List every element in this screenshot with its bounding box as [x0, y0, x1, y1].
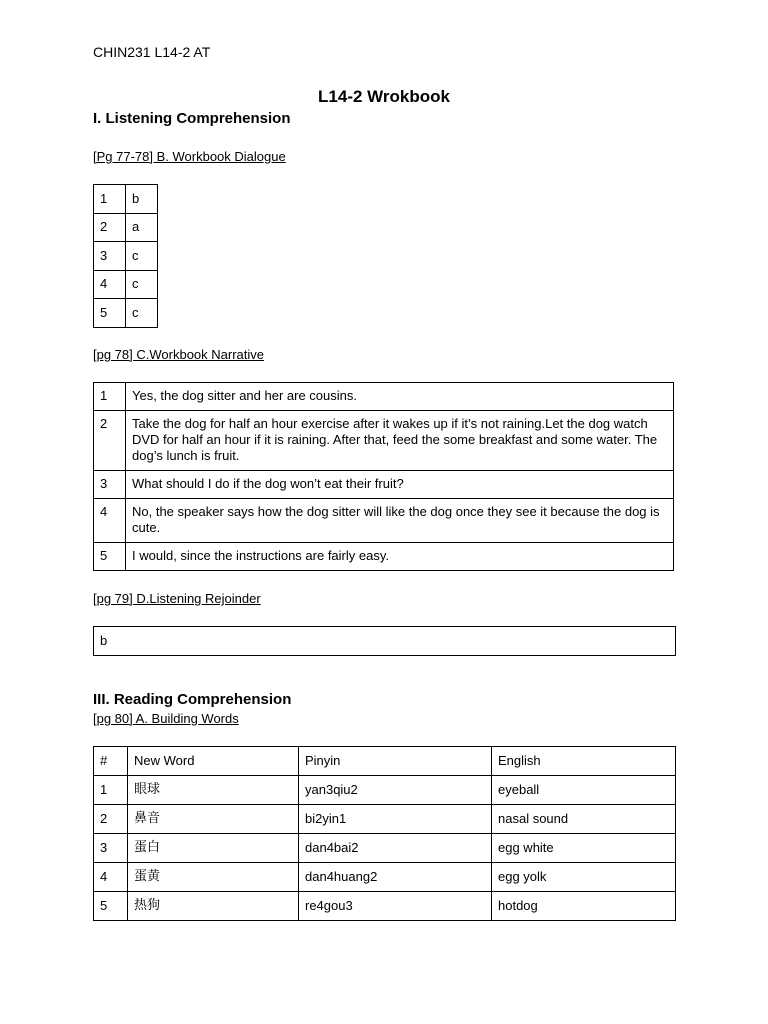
row-number: 1 [94, 185, 126, 214]
row-number: 2 [94, 213, 126, 242]
row-answer: a [126, 213, 158, 242]
table-row [94, 270, 158, 299]
table-row [94, 805, 676, 834]
workbook-narrative-label: [pg 78] C.Workbook Narrative [93, 347, 264, 362]
table-row [94, 299, 158, 328]
row-number: 4 [94, 270, 126, 299]
section-listening-heading: I. Listening Comprehension [93, 110, 291, 127]
table-row [94, 834, 676, 863]
row-english: eyeball [492, 776, 676, 805]
row-word: 蛋黄 [128, 863, 299, 892]
row-answer: Yes, the dog sitter and her are cousins. [126, 383, 674, 411]
column-header: New Word [128, 747, 299, 776]
row-number: 5 [94, 543, 126, 571]
row-answer: c [126, 242, 158, 271]
row-number: 3 [94, 471, 126, 499]
workbook-dialogue-label: [Pg 77-78] B. Workbook Dialogue [93, 149, 286, 164]
row-answer: b [126, 185, 158, 214]
row-answer: What should I do if the dog won’t eat their fruit? [126, 471, 674, 499]
row-pinyin: bi2yin1 [299, 805, 492, 834]
row-number: 4 [94, 863, 128, 892]
row-word: 鼻音 [128, 805, 299, 834]
row-pinyin: dan4huang2 [299, 863, 492, 892]
table-row [94, 892, 676, 921]
row-word: 眼球 [128, 776, 299, 805]
row-english: nasal sound [492, 805, 676, 834]
course-header: CHIN231 L14-2 AT [93, 44, 211, 60]
page-title: L14-2 Wrokbook [318, 87, 450, 106]
table-row [94, 863, 676, 892]
rejoinder-answer-table [93, 626, 676, 656]
table-row [94, 383, 674, 411]
table-row [94, 242, 158, 271]
row-word: 蛋白 [128, 834, 299, 863]
row-answer: No, the speaker says how the dog sitter will like the dog once they see it because the dog is cute. [126, 499, 674, 543]
table-row [94, 776, 676, 805]
building-words-table [93, 746, 676, 921]
row-number: 1 [94, 776, 128, 805]
row-english: egg white [492, 834, 676, 863]
column-header: # [94, 747, 128, 776]
row-number: 4 [94, 499, 126, 543]
table-row [94, 471, 674, 499]
row-answer: c [126, 270, 158, 299]
table-row [94, 543, 674, 571]
row-english: egg yolk [492, 863, 676, 892]
narrative-answer-table [93, 382, 674, 571]
row-english: hotdog [492, 892, 676, 921]
building-words-label: [pg 80] A. Building Words [93, 711, 239, 726]
row-word: 热狗 [128, 892, 299, 921]
column-header: Pinyin [299, 747, 492, 776]
table-row [94, 411, 674, 471]
column-header: English [492, 747, 676, 776]
section-reading-heading: III. Reading Comprehension [93, 691, 292, 708]
table-row [94, 185, 158, 214]
table-row [94, 499, 674, 543]
table-header-row [94, 747, 676, 776]
row-number: 2 [94, 411, 126, 471]
row-pinyin: re4gou3 [299, 892, 492, 921]
row-number: 2 [94, 805, 128, 834]
row-pinyin: yan3qiu2 [299, 776, 492, 805]
rejoinder-answer: b [94, 627, 676, 656]
row-number: 5 [94, 892, 128, 921]
dialogue-answer-table [93, 184, 158, 328]
row-number: 5 [94, 299, 126, 328]
row-number: 1 [94, 383, 126, 411]
listening-rejoinder-label: [pg 79] D.Listening Rejoinder [93, 591, 261, 606]
table-row [94, 213, 158, 242]
row-number: 3 [94, 834, 128, 863]
row-answer: Take the dog for half an hour exercise after it wakes up if it’s not raining.Let the dog watch DVD for half an hour if it is raining. After that, feed the some breakfast and some water. The dog’s lunch is fruit. [126, 411, 674, 471]
row-number: 3 [94, 242, 126, 271]
row-pinyin: dan4bai2 [299, 834, 492, 863]
row-answer: I would, since the instructions are fairly easy. [126, 543, 674, 571]
table-row [94, 627, 676, 656]
row-answer: c [126, 299, 158, 328]
